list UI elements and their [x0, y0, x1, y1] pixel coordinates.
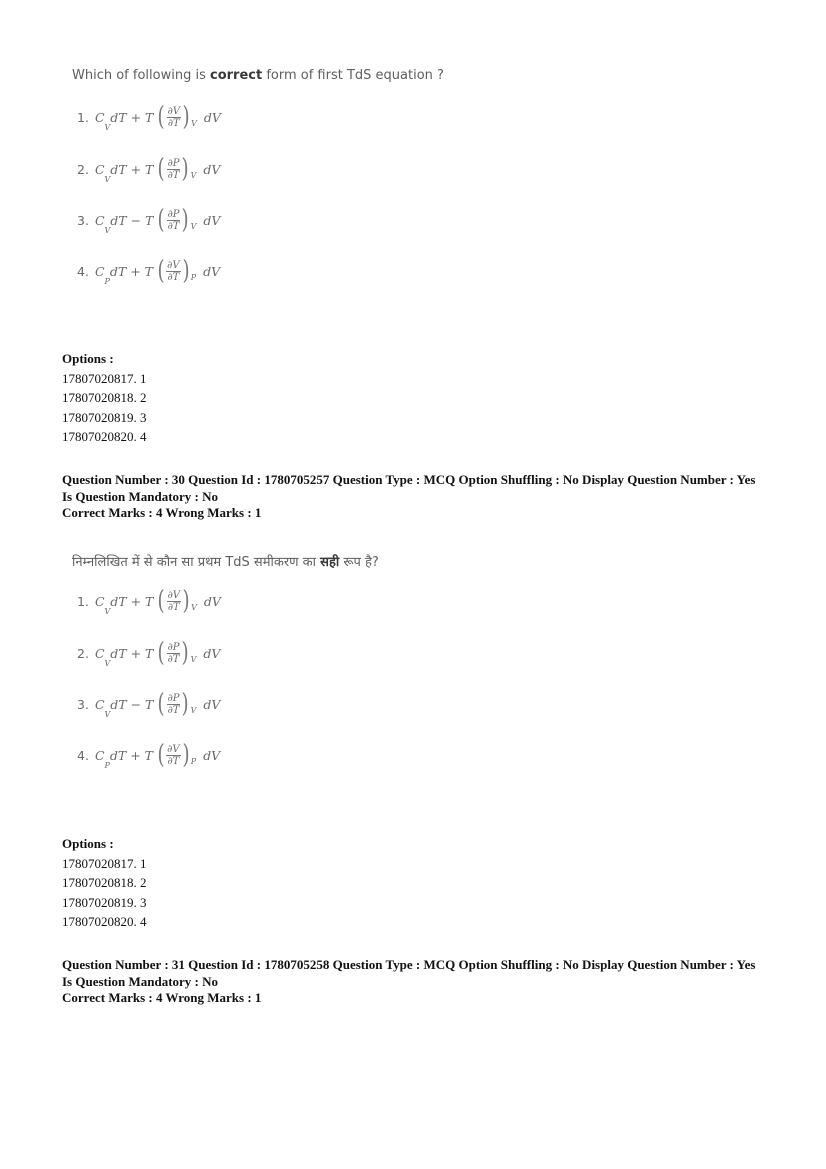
- equation-option-2: [77, 152, 220, 186]
- equation-number: 4.: [77, 747, 89, 763]
- equation-term: dT − T: [110, 212, 154, 228]
- equation-number: 1.: [77, 109, 89, 125]
- heat-capacity-symbol: C: [94, 212, 105, 228]
- partial-derivative: [156, 640, 196, 666]
- heat-capacity-subscript: V: [104, 175, 111, 184]
- partial-derivative: [156, 742, 196, 768]
- left-paren: (: [157, 154, 166, 184]
- fraction-numerator: ∂V: [167, 589, 180, 601]
- equation-number: 4.: [77, 263, 89, 279]
- left-paren: (: [157, 586, 166, 616]
- options-list: [62, 349, 147, 447]
- question-stem: Which of following is correct form of first TdS equation ?: [72, 68, 444, 83]
- equation-tail: dV: [203, 645, 221, 661]
- question-meta-line: Correct Marks : 4 Wrong Marks : 1: [62, 505, 262, 520]
- derivative-subscript: V: [190, 655, 197, 664]
- fraction-denominator: ∂T: [167, 220, 180, 232]
- equation-term: dT + T: [110, 645, 154, 661]
- equation-number: 2.: [77, 645, 89, 661]
- question-stem: निम्नलिखित में से कौन सा प्रथम TdS समीकरण का सही रूप है?: [72, 555, 379, 570]
- derivative-subscript: V: [191, 119, 197, 128]
- fraction: [167, 642, 181, 665]
- heat-capacity-symbol: C: [94, 593, 105, 609]
- equation-option-4: [77, 254, 220, 288]
- fraction: [167, 693, 181, 716]
- fraction-numerator: ∂P: [167, 641, 180, 653]
- equation-tail: dV: [203, 212, 221, 228]
- heat-capacity-symbol: C: [94, 263, 105, 279]
- fraction-denominator: ∂T: [167, 653, 180, 665]
- derivative-subscript: V: [190, 222, 197, 231]
- heat-capacity-subscript: V: [104, 710, 111, 719]
- question-meta-line: Is Question Mandatory : No: [62, 488, 219, 504]
- option-id: 17807020817. 1: [62, 370, 147, 386]
- left-paren: (: [157, 256, 165, 286]
- options-label: Options :: [62, 836, 114, 851]
- equation-term: dT + T: [110, 161, 154, 177]
- derivative-subscript: P: [190, 273, 197, 282]
- heat-capacity-symbol: C: [94, 645, 105, 661]
- equation-number: 2.: [77, 161, 89, 177]
- fraction-denominator: ∂T: [167, 704, 180, 716]
- fraction: [166, 260, 180, 283]
- equation-tail: dV: [203, 109, 221, 125]
- equation-term: dT + T: [109, 747, 154, 763]
- equation-option-2: [77, 636, 220, 670]
- left-paren: (: [157, 689, 166, 719]
- partial-derivative: [156, 156, 196, 182]
- left-paren: (: [157, 205, 166, 235]
- partial-derivative: [156, 104, 197, 130]
- fraction-numerator: ∂V: [167, 259, 180, 271]
- equation-option-4: [77, 738, 220, 772]
- question-image-english: [62, 68, 492, 298]
- partial-derivative: [156, 258, 196, 284]
- equation-term: dT + T: [110, 593, 154, 609]
- heat-capacity-symbol: C: [94, 109, 105, 125]
- question-meta-line: Question Number : 31 Question Id : 1780705258 Question Type : MCQ Option Shuffling : No Display Question Number : Yes: [62, 957, 756, 972]
- fraction: [167, 106, 181, 129]
- equation-option-3: [77, 203, 220, 237]
- right-paren: ): [182, 740, 190, 770]
- fraction-denominator: ∂T: [167, 755, 180, 767]
- option-id: 17807020820. 4: [62, 429, 147, 444]
- partial-derivative: [156, 588, 197, 614]
- heat-capacity-subscript: V: [104, 123, 111, 132]
- question-meta-line: Correct Marks : 4 Wrong Marks : 1: [62, 990, 262, 1005]
- question-meta: [62, 957, 782, 1007]
- partial-derivative: [156, 207, 196, 233]
- options-list: [62, 834, 147, 932]
- derivative-subscript: V: [190, 706, 197, 715]
- question-meta-line: Is Question Mandatory : No: [62, 973, 219, 989]
- heat-capacity-symbol: C: [94, 161, 105, 177]
- equation-option-1: [77, 100, 221, 134]
- equation-tail: dV: [203, 696, 221, 712]
- options-label: Options :: [62, 351, 114, 366]
- fraction-numerator: ∂V: [167, 743, 180, 755]
- right-paren: ): [182, 586, 190, 616]
- left-paren: (: [157, 638, 166, 668]
- right-paren: ): [181, 638, 190, 668]
- right-paren: ): [182, 102, 190, 132]
- equation-option-3: [77, 687, 220, 721]
- heat-capacity-subscript: V: [104, 226, 111, 235]
- option-id: 17807020819. 3: [62, 894, 147, 910]
- derivative-subscript: P: [190, 757, 197, 766]
- fraction-numerator: ∂P: [167, 692, 180, 704]
- fraction-denominator: ∂T: [167, 601, 180, 613]
- heat-capacity-subscript: P: [104, 277, 110, 286]
- option-id: 17807020817. 1: [62, 855, 147, 871]
- fraction: [167, 590, 181, 613]
- equation-number: 1.: [77, 593, 89, 609]
- fraction-denominator: ∂T: [167, 271, 180, 283]
- derivative-subscript: V: [191, 603, 197, 612]
- right-paren: ): [181, 689, 190, 719]
- option-id: 17807020820. 4: [62, 914, 147, 929]
- equation-term: dT + T: [109, 263, 154, 279]
- option-id: 17807020818. 2: [62, 390, 147, 405]
- equation-number: 3.: [77, 212, 89, 228]
- option-id: 17807020818. 2: [62, 875, 147, 890]
- fraction: [167, 158, 181, 181]
- fraction-numerator: ∂P: [167, 157, 180, 169]
- question-meta: [62, 472, 782, 522]
- question-meta-line: Question Number : 30 Question Id : 1780705257 Question Type : MCQ Option Shuffling : No Display Question Number : Yes: [62, 472, 756, 487]
- fraction-denominator: ∂T: [167, 117, 180, 129]
- question-image-hindi: [62, 552, 492, 782]
- fraction: [166, 744, 180, 767]
- fraction-numerator: ∂P: [167, 208, 180, 220]
- left-paren: (: [157, 102, 166, 132]
- equation-option-1: [77, 584, 221, 618]
- option-id: 17807020819. 3: [62, 409, 147, 425]
- right-paren: ): [181, 205, 190, 235]
- right-paren: ): [182, 256, 190, 286]
- left-paren: (: [157, 740, 165, 770]
- heat-capacity-symbol: C: [94, 747, 105, 763]
- equation-tail: dV: [203, 747, 221, 763]
- equation-term: dT − T: [110, 696, 154, 712]
- fraction: [167, 209, 181, 232]
- equation-number: 3.: [77, 696, 89, 712]
- fraction-numerator: ∂V: [167, 105, 180, 117]
- equation-term: dT + T: [110, 109, 154, 125]
- derivative-subscript: V: [190, 171, 197, 180]
- partial-derivative: [156, 691, 196, 717]
- equation-tail: dV: [203, 263, 221, 279]
- equation-tail: dV: [203, 161, 221, 177]
- right-paren: ): [181, 154, 190, 184]
- heat-capacity-subscript: V: [104, 607, 111, 616]
- heat-capacity-subscript: P: [104, 761, 110, 770]
- equation-tail: dV: [203, 593, 221, 609]
- heat-capacity-subscript: V: [104, 659, 111, 668]
- heat-capacity-symbol: C: [94, 696, 105, 712]
- fraction-denominator: ∂T: [167, 169, 180, 181]
